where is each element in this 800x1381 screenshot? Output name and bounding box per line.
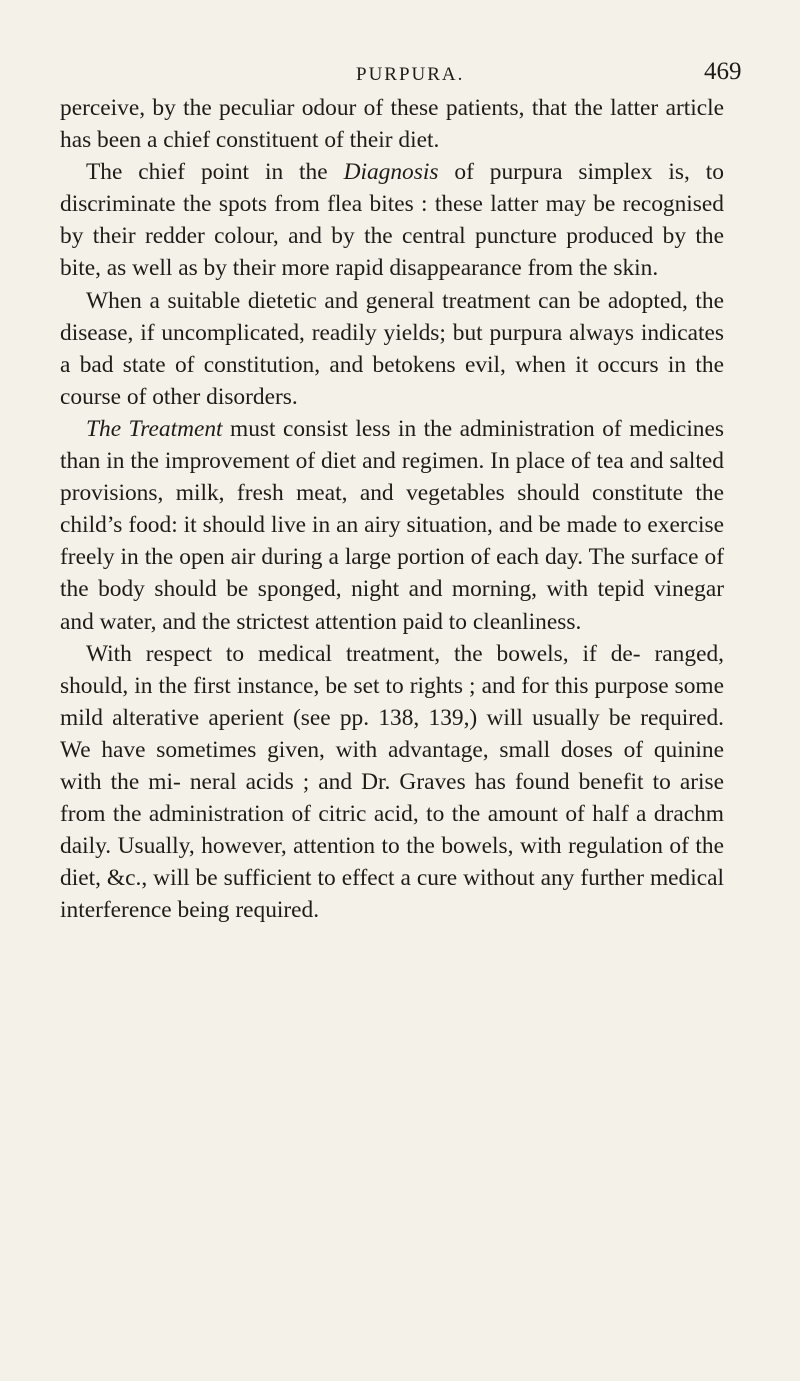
paragraph-text-rest: of purpura simplex is, to discriminate the spots from flea bites : these latter may be recognised by their redder colour, and by the central puncture produced by the bite, as well as by their more rapid disappearance from the skin. bbox=[60, 159, 724, 282]
body-text bbox=[60, 92, 724, 926]
paragraph-continuation bbox=[60, 92, 724, 156]
paragraph-diagnosis bbox=[60, 156, 724, 284]
running-head: PURPURA. bbox=[356, 64, 465, 85]
paragraph-text: With respect to medical treatment, the bowels, if de- ranged, should, in the first instance, be set to rights ; and for this purpose some mild alterative aperient (see pp. 138, 139,) will usually be required. We have sometimes given, with advantage, small doses of quinine with the mi- neral acids ; and Dr. Graves has found benefit to arise from the administration of citric acid, to the amount of half a drachm daily. Usually, however, attention to the bowels, with regulation of the diet, &c., will be sufficient to effect a cure without any further medical interference being required. bbox=[60, 640, 724, 924]
paragraph-treatment bbox=[60, 413, 724, 638]
paragraph-prognosis bbox=[60, 285, 724, 413]
italic-term-diagnosis: Diagnosis bbox=[343, 159, 439, 186]
paragraph-text-rest: must consist less in the administration of medicines than in the improvement of diet and regimen. In place of tea and salted provisions, milk, fresh meat, and vegetables should constitute the child’s food: it should live in an airy situation, and be made to exercise freely in the open air during a large portion of each day. The surface of the body should be sponged, night and morning, with tepid vinegar and water, and the strictest attention paid to cleanliness. bbox=[60, 415, 724, 635]
page-number: 469 bbox=[704, 58, 742, 85]
italic-term-treatment: The Treatment bbox=[86, 415, 223, 442]
paragraph-medical-treatment bbox=[60, 638, 724, 927]
paragraph-text: perceive, by the peculiar odour of these patients, that the latter article has been a chief constituent of their diet. bbox=[60, 95, 724, 154]
paragraph-text: When a suitable dietetic and general treatment can be adopted, the disease, if uncomplicated, readily yields; but purpura always indicates a bad state of constitution, and betokens evil, when it occurs in the course of other disorders. bbox=[60, 287, 724, 410]
paragraph-text-lead: The chief point in the bbox=[86, 159, 344, 186]
